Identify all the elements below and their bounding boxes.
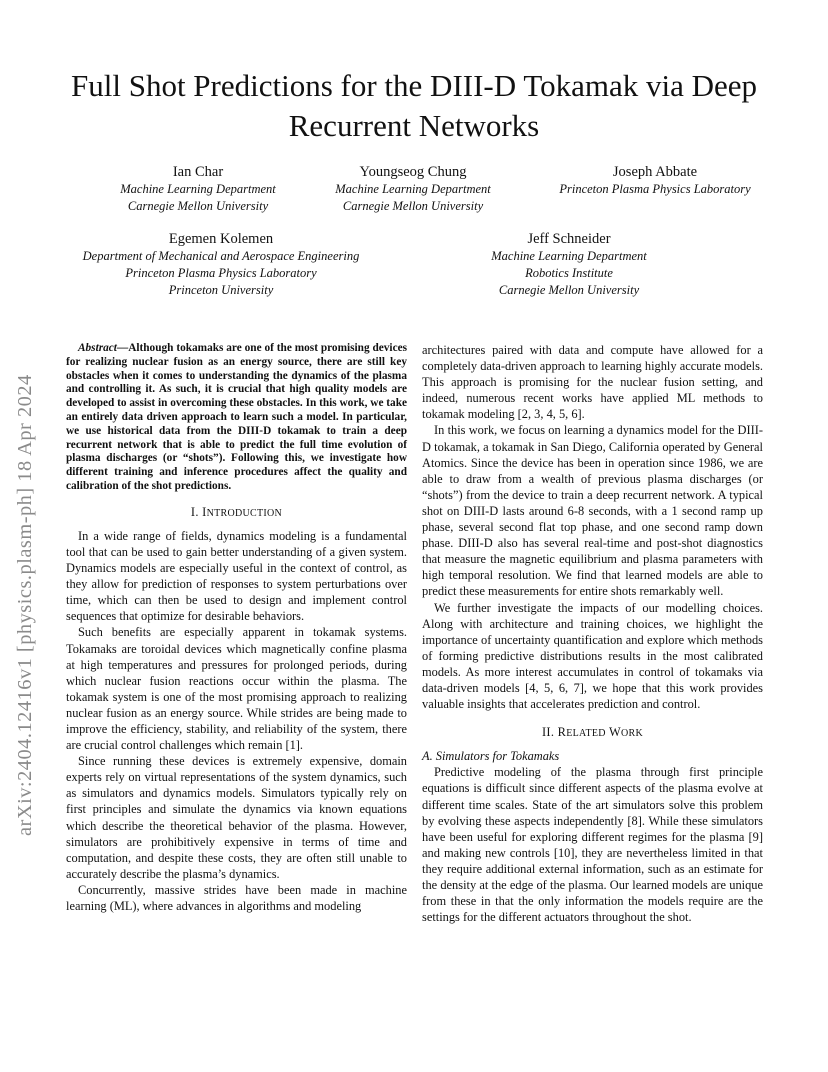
author-block-4 <box>56 231 386 299</box>
author-affiliation: Machine Learning Department <box>491 249 647 263</box>
paragraph: In this work, we focus on learning a dynamics model for the DIII-D tokamak, a tokamak in San Diego, California operated by General Atomics. Since the device has been in operation since 1986, we are able to draw from a wealth of previous plasma discharges (or “shots”) from the device to train a deep recurrent network. A typical shot on DIII-D lasts around 6-8 seconds, with a 1 second ramp up phase, several second flat top phase, and one second ramp down phase. DIII-D also has several real-time and post-shot diagnostics that measure the magnetic equilibrium and plasma parameters with high temporal resolution. We find that learned models are able to predict these measurements for entire shots remarkably well. <box>422 423 763 599</box>
paragraph: We further investigate the impacts of our modelling choices. Along with architecture and training choices, we highlight the importance of uncertainty quantification and explore which methods of forming predictive distributions results in the most calibrated models. As more interest accumulates in control of tokamaks via data-driven models [4, 5, 6, 7], we hope that this work provides valuable insights that accelerates prediction and control. <box>422 600 763 712</box>
left-column <box>66 342 407 914</box>
author-affiliation: Robotics Institute <box>525 266 613 280</box>
section-heading-related-work: II. RELATED WORK <box>541 725 643 740</box>
author-name: Ian Char <box>172 164 224 180</box>
author-block-3 <box>530 164 780 198</box>
author-block-1 <box>98 164 298 215</box>
arxiv-stamp-text: arXiv:2404.12416v1 [physics.plasm-ph] 18 Apr 2024 <box>14 374 36 836</box>
author-block-5 <box>444 231 694 299</box>
author-affiliation: Carnegie Mellon University <box>498 283 640 297</box>
paper-title: Full Shot Predictions for the DIII-D Tokamak via Deep Recurrent Networks <box>70 68 757 143</box>
author-affiliation: Carnegie Mellon University <box>342 199 484 213</box>
author-affiliation: Department of Mechanical and Aerospace Engineering <box>82 249 360 263</box>
subsection-heading: A. Simulators for Tokamaks <box>422 749 560 764</box>
paragraph: architectures paired with data and compute have allowed for a completely data-driven approach to learning highly accurate models. This approach is promising for the nuclear fusion setting, and indeed, numerous recent works have applied ML methods to tokamak modeling [2, 3, 4, 5, 6]. <box>422 343 763 422</box>
author-name: Egemen Kolemen <box>168 231 274 247</box>
abstract-label: Abstract <box>78 342 117 354</box>
paragraph: Concurrently, massive strides have been made in machine learning (ML), where advances in algorithms and modeling <box>66 882 407 914</box>
author-name: Joseph Abbate <box>612 164 698 180</box>
author-affiliation: Machine Learning Department <box>335 182 491 196</box>
section-heading-introduction: I. INTRODUCTION <box>190 504 283 519</box>
author-block-2 <box>313 164 513 215</box>
right-column <box>422 342 763 925</box>
author-affiliation: Carnegie Mellon University <box>127 199 269 213</box>
author-affiliation: Princeton Plasma Physics Laboratory <box>125 266 317 280</box>
author-affiliation: Princeton University <box>168 283 274 297</box>
author-affiliation: Machine Learning Department <box>120 182 276 196</box>
author-affiliation: Princeton Plasma Physics Laboratory <box>559 182 751 196</box>
arxiv-stamp <box>14 236 42 836</box>
paragraph: Since running these devices is extremely expensive, domain experts rely on virtual representations of the system dynamics, such as simulators and dynamics models. Simulators typically rely on first principles and simulate the dynamics via known equations which describe the theoretical behavior of the plasma. However, simulators are prohibitively expensive in terms of time and computation, and despite these costs, they are often still unable to accurately describe the plasma’s dynamics. <box>66 754 407 881</box>
paragraph: Predictive modeling of the plasma through first principle equations is difficult since different aspects of the plasma evolve at different time scales. State of the art simulators solve this problem by evolving these aspects independently [8]. While these simulators have been useful for exploring different regimes for the plasma [9] and making new controls [10], they are nevertheless limited in that they require additional external information, such as an estimate for the density at the edge of the plasma. Our learned models are unique from these in that the only information the models require are the settings for the different actuators throughout the shot. <box>422 765 763 925</box>
abstract <box>66 342 407 494</box>
paragraph: In a wide range of fields, dynamics modeling is a fundamental tool that can be used to gain better understanding of a given system. Dynamics models are especially useful in the context of control, as they allow for prediction of responses to system perturbations over time, which can then be used to design and implement control sequences that optimize for desirable behaviors. <box>66 528 407 624</box>
abstract-text: —Although tokamaks are one of the most promising devices for realizing nuclear fusion as an energy source, there are still key obstacles when it comes to understanding the dynamics of the plasma and controlling it. As such, it is crucial that high quality models are developed to assist in overcoming these obstacles. In this work, we take an entirely data driven approach to learn such a model. In particular, we use historical data from the DIII-D tokamak to train a deep recurrent network that is able to predict the full time evolution of plasma discharges (or “shots”). Following this, we investigate how different training and inference procedures affect the quality and calibration of the shot predictions. <box>66 342 407 492</box>
author-name: Youngseog Chung <box>359 164 467 180</box>
paragraph: Such benefits are especially apparent in tokamak systems. Tokamaks are toroidal devices which magnetically confine plasma at high temperatures and pressures for prolonged periods, during which nuclear fusion reactions occur within the plasma. The tokamak system is one of the most promising approach to realizing nuclear fusion as an energy source. While strides are being made to improve the efficiency, stability, and reliability of the system, there are crucial control challenges which remain [1]. <box>66 625 407 753</box>
author-name: Jeff Schneider <box>527 231 611 247</box>
